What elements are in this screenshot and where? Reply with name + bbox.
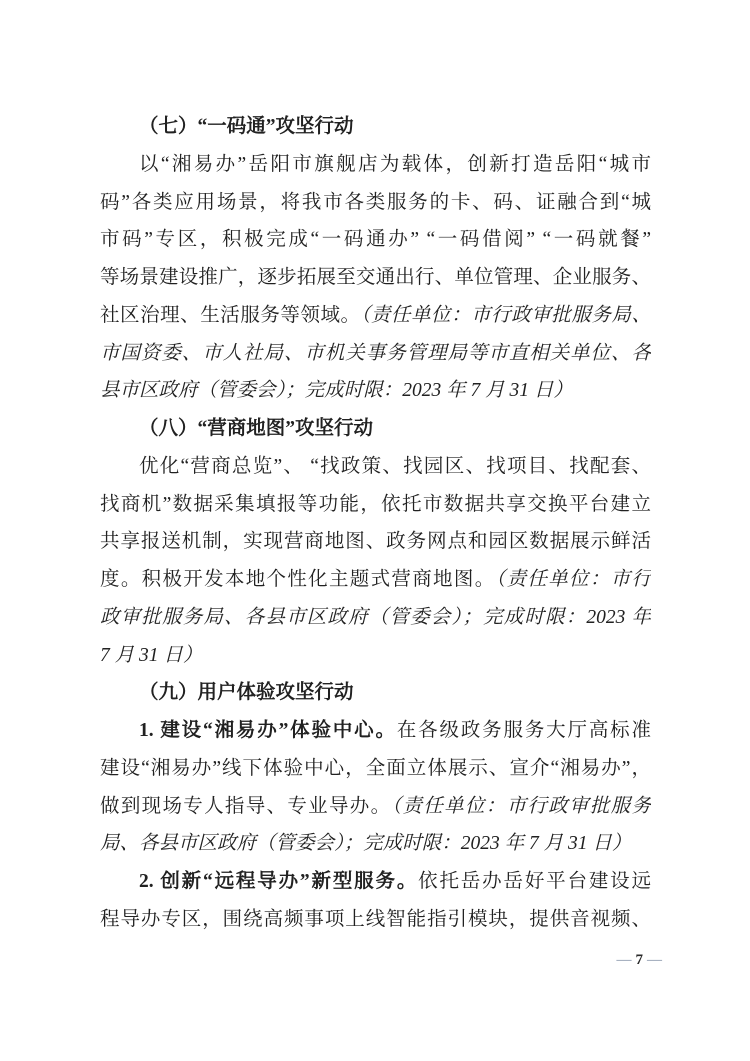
body-text: 建设“湘易办”线下体验中心，全面立体展示、宣介“湘易办”， — [100, 757, 651, 779]
heading-text: （九）用户体验攻坚行动 — [139, 682, 354, 704]
responsibility-clause: 局、各县市区政府（管委会）；完成时限：2023 年 7 月 31 日） — [100, 833, 632, 855]
document-line — [100, 825, 651, 863]
body-text: 做到现场专人指导、专业导办。 — [100, 795, 392, 817]
document-line — [100, 712, 651, 750]
document-line — [100, 146, 651, 184]
heading-text: （八）“营商地图”攻坚行动 — [139, 418, 374, 439]
document-line — [100, 297, 651, 335]
document-line — [100, 410, 651, 448]
document-line — [100, 901, 651, 939]
document-line — [100, 259, 651, 297]
document-line — [100, 599, 651, 637]
document-line — [100, 372, 651, 410]
document-line — [100, 335, 651, 373]
responsibility-clause: 市国资委、市人社局、市机关事务管理局等市直相关单位、各 — [100, 342, 651, 364]
body-text: 找商机”数据采集填报等功能，依托市数据共享交换平台建立 — [100, 493, 651, 515]
responsibility-clause: （责任单位：市行政审批服务 — [391, 795, 651, 817]
heading-text: 1. 建设“湘易办”体验中心。 — [139, 720, 397, 741]
body-text: 以“湘易办”岳阳市旗舰店为载体，创新打造岳阳“城市 — [139, 153, 651, 175]
body-text: 市码”专区，积极完成“一码通办” “一码借阅” “一码就餐” — [100, 229, 651, 251]
document-line — [100, 523, 651, 561]
body-text: 社区治理、生活服务等领域。 — [100, 304, 361, 326]
document-line — [100, 637, 651, 675]
responsibility-clause: 政审批服务局、各县市区政府（管委会）；完成时限：2023 年 — [100, 606, 651, 628]
responsibility-clause: （责任单位：市行 — [495, 569, 651, 590]
heading-text: （七）“一码通”攻坚行动 — [139, 116, 354, 137]
document-line — [100, 788, 651, 826]
document-line — [100, 448, 651, 486]
responsibility-clause: 县市区政府（管委会）；完成时限：2023 年 7 月 31 日） — [100, 380, 573, 402]
body-text: 程导办专区，围绕高频事项上线智能指引模块，提供音视频、 — [100, 908, 651, 930]
document-line — [100, 221, 651, 259]
document-line — [100, 863, 651, 901]
body-text: 依托岳办岳好平台建设远 — [418, 871, 651, 892]
page-footer — [617, 950, 663, 970]
body-text: 共享报送机制，实现营商地图、政务网点和园区数据展示鲜活 — [100, 531, 651, 553]
document-line — [100, 486, 651, 524]
heading-text: 2. 创新“远程导办”新型服务。 — [139, 871, 419, 892]
document-line — [100, 108, 651, 146]
body-text: 度。积极开发本地个性化主题式营商地图。 — [100, 569, 496, 590]
page-number: 7 — [635, 952, 643, 968]
document-line — [100, 184, 651, 222]
responsibility-clause: 7 月 31 日） — [100, 644, 203, 666]
document-body — [100, 108, 651, 939]
footer-dash-left: — — [616, 952, 632, 968]
document-line — [100, 674, 651, 712]
body-text: 优化“营商总览”、 “找政策、找园区、找项目、找配套、 — [139, 455, 651, 477]
footer-dash-right: — — [647, 952, 662, 968]
document-line — [100, 561, 651, 599]
document-line — [100, 750, 651, 788]
body-text: 在各级政务服务大厅高标准 — [396, 720, 651, 741]
responsibility-clause: （责任单位：市行政审批服务局、 — [360, 304, 651, 326]
body-text: 码”各类应用场景，将我市各类服务的卡、码、证融合到“城 — [100, 191, 651, 213]
body-text: 等场景建设推广，逐步拓展至交通出行、单位管理、企业服务、 — [100, 267, 651, 288]
